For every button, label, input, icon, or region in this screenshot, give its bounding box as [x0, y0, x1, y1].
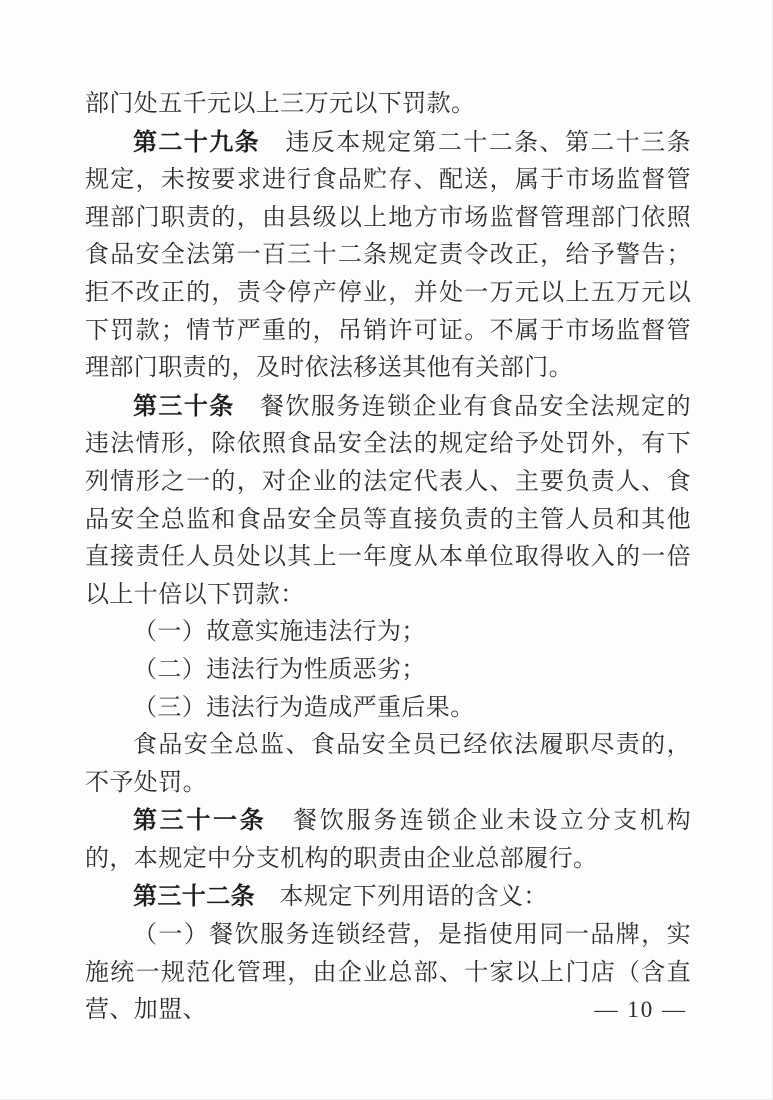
article-number: 第三十条	[133, 392, 235, 420]
paragraph-text: （三）违法行为造成严重后果。	[133, 694, 475, 721]
paragraph	[85, 124, 691, 388]
paragraph	[85, 652, 691, 690]
paragraph	[85, 802, 691, 878]
paragraph-text: 餐饮服务连锁企业未设立分支机构的，本规定中分支机构的职责由企业总部履行。	[85, 808, 692, 872]
paragraph-text: 食品安全总监、食品安全员已经依法履职尽责的，不予处罚。	[85, 732, 691, 796]
paragraph	[85, 727, 691, 802]
paragraph-text: （一）故意实施违法行为；	[133, 619, 426, 646]
paragraph	[85, 388, 691, 615]
document-body	[85, 86, 691, 1030]
paragraph-text: 餐饮服务连锁企业有食品安全法规定的违法情形，除依照食品安全法的规定给予处罚外，有下列情形之一的，对企业的法定代表人、主要负责人、食品安全总监和食品安全员等直接负责的主管人员和其他直接责任人员处以其上一年度从本单位取得收入的一倍以上十倍以下罚款：	[85, 393, 691, 608]
paragraph	[85, 690, 691, 728]
article-number: 第三十一条	[133, 807, 267, 835]
paragraph-text: （一）餐饮服务连锁经营，是指使用同一品牌，实施统一规范化管理，由企业总部、十家以上门店（含直营、加盟、	[85, 922, 691, 1024]
paragraph-text: 本规定下列用语的含义：	[255, 884, 548, 911]
paragraph	[85, 614, 691, 652]
paragraph	[85, 878, 691, 917]
article-number: 第三十二条	[133, 883, 255, 911]
page-number: — 10 —	[594, 997, 687, 1022]
article-number: 第二十九条	[133, 128, 261, 156]
paragraph-text: （二）违法行为性质恶劣；	[133, 656, 426, 683]
paragraph-text: 违反本规定第二十二条、第二十三条规定，未按要求进行食品贮存、配送，属于市场监督管理部门职责的，由县级以上地方市场监督管理部门依照食品安全法第一百三十二条规定责令改正，给予警告；拒不改正的，责令停产停业，并处一万元以上五万元以下罚款；情节严重的，吊销许可证。不属于市场监督管理部门职责的，及时依法移送其他有关部门。	[85, 129, 691, 382]
paragraph-text: 部门处五千元以上三万元以下罚款。	[85, 91, 476, 117]
paragraph	[85, 86, 691, 124]
